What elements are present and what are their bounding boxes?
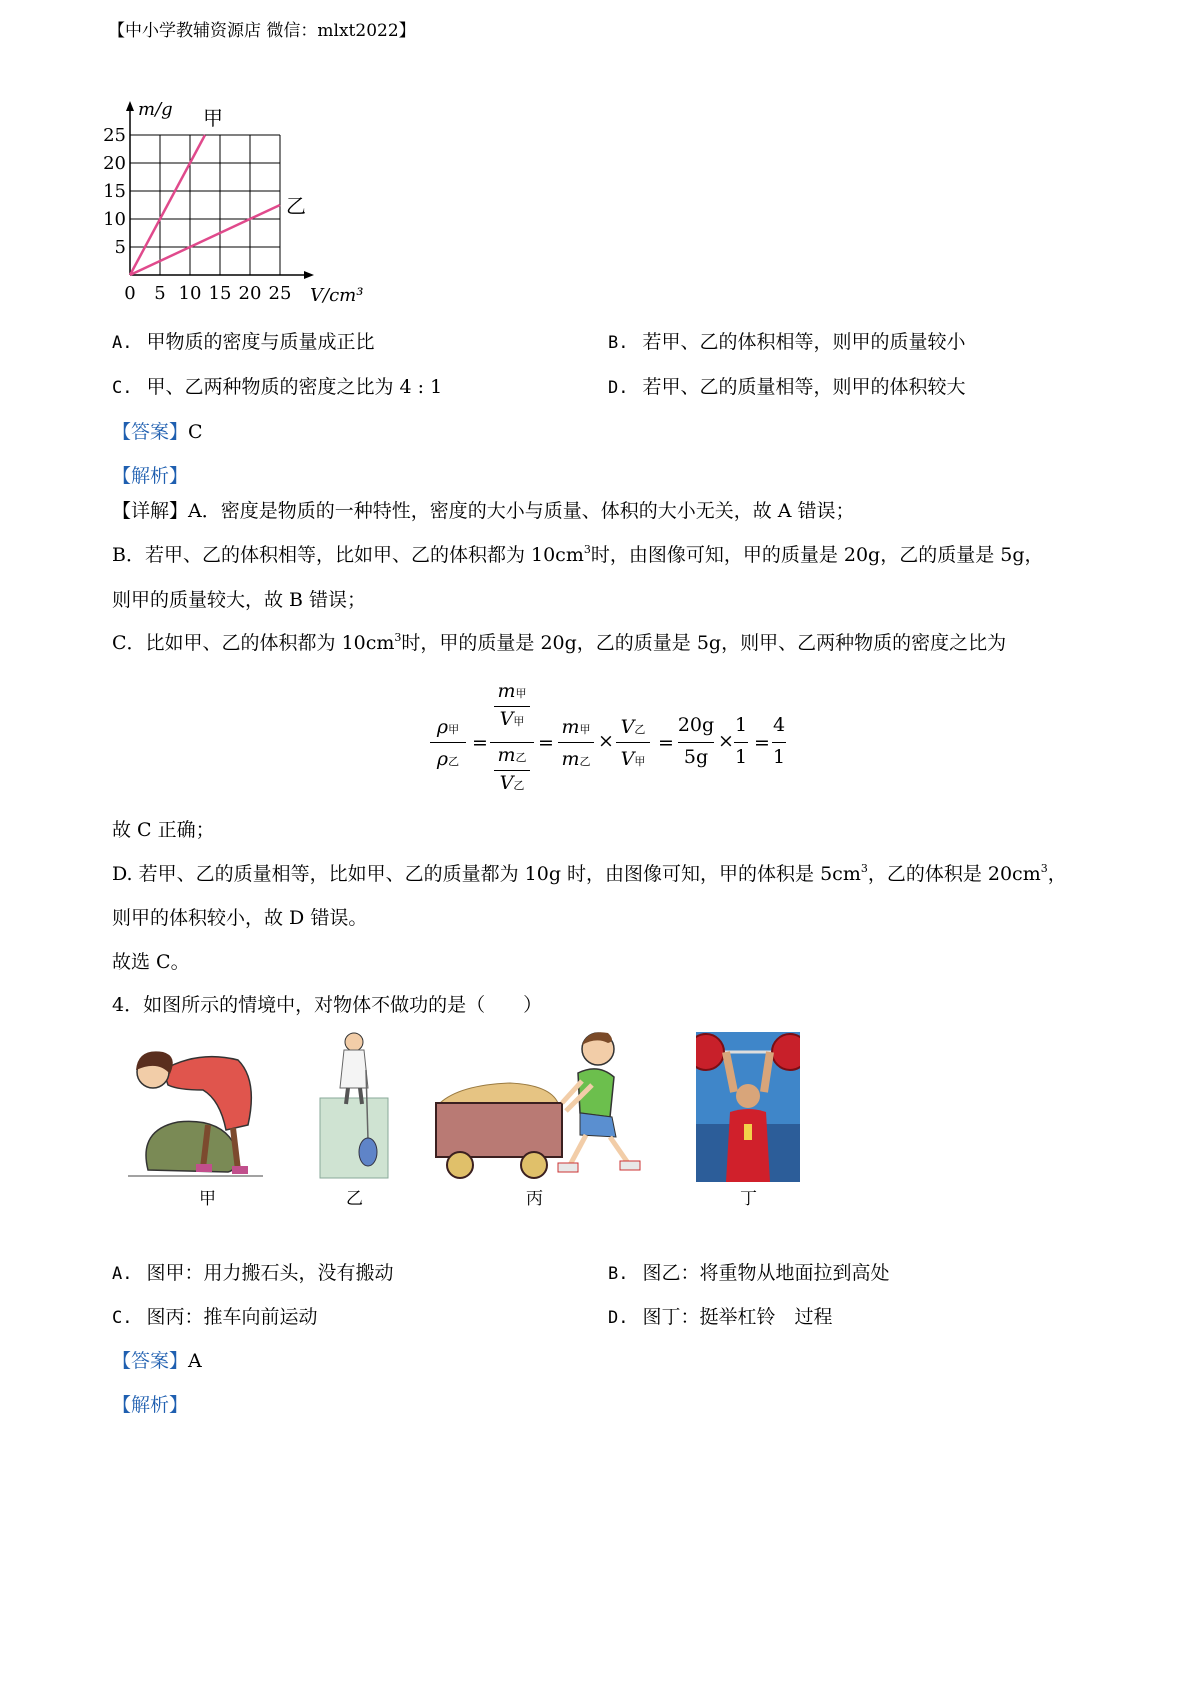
detail-c-text-1: C．比如甲、乙的体积都为 10cm <box>112 632 395 654</box>
cart-wheel <box>447 1152 473 1178</box>
detail-d-line2: 则甲的体积较小，故 D 错误。 <box>112 907 368 929</box>
illustration-jia <box>108 1030 268 1180</box>
volume-symbol: V <box>499 708 514 730</box>
denominator-1: 1 <box>772 746 786 768</box>
option-d-text: 图丁：挺举杠铃 过程 <box>642 1306 833 1328</box>
x-axis-label: V/cm³ <box>310 285 364 306</box>
series-label-yi: 乙 <box>286 194 306 218</box>
man-head <box>345 1033 363 1051</box>
series-line-yi <box>130 205 280 275</box>
weight-bottle <box>359 1138 377 1166</box>
answer-tag: 【答案】 <box>112 1350 189 1372</box>
x-tick-label: 25 <box>268 283 292 304</box>
conclusion: 故选 C。 <box>112 951 190 973</box>
volume-symbol: V <box>620 716 635 738</box>
volume-symbol: V <box>620 748 635 770</box>
option-d-label: D. <box>608 378 629 398</box>
option-a-text: 甲物质的密度与质量成正比 <box>146 331 375 353</box>
cart-wheel <box>521 1152 547 1178</box>
boy-shorts <box>580 1113 616 1137</box>
answer-value: A <box>188 1350 202 1372</box>
girl-shoe <box>196 1164 212 1172</box>
analysis-tag: 【解析】 <box>112 465 189 487</box>
detail-c-line2: 故 C 正确； <box>112 819 215 841</box>
boy-legs <box>570 1135 628 1165</box>
subscript-jia: 甲 <box>513 715 525 728</box>
denominator-5g: 5g <box>683 746 709 768</box>
option-a-text: 图甲：用力搬石头，没有搬动 <box>146 1262 394 1284</box>
y-tick-label: 25 <box>103 125 126 146</box>
q4-option-b <box>608 1258 890 1285</box>
option-b-label: B. <box>608 1264 629 1284</box>
x-tick-label: 20 <box>238 283 262 304</box>
rock-shape <box>146 1121 237 1172</box>
mass-symbol: m <box>497 680 516 702</box>
option-a <box>112 327 375 354</box>
equals-sign: = <box>658 732 674 754</box>
option-d-text: 若甲、乙的质量相等，则甲的体积较大 <box>642 376 966 398</box>
detail-b-line1 <box>112 540 1044 570</box>
series-label-jia: 甲 <box>203 106 223 130</box>
y-axis-label: m/g <box>138 99 173 120</box>
detail-d-text-2: ，乙的体积是 20cm <box>867 863 1041 885</box>
girl-shoe <box>232 1166 248 1174</box>
illustration-bing <box>430 1025 650 1183</box>
volume-symbol: V <box>499 772 514 794</box>
question-4-stem: 4．如图所示的情境中，对物体不做功的是（ ） <box>112 994 543 1016</box>
barbell-plate <box>772 1034 800 1070</box>
equals-sign: = <box>472 732 488 754</box>
option-d <box>608 372 966 399</box>
density-ratio-formula <box>430 680 790 810</box>
x-axis-arrow <box>304 271 314 279</box>
y-tick-label: 15 <box>103 181 126 202</box>
option-c-label: C. <box>112 1308 133 1328</box>
numerator-4: 4 <box>772 714 786 736</box>
mass-symbol: m <box>497 744 516 766</box>
mass-symbol: m <box>561 716 580 738</box>
x-tick-label: 10 <box>178 283 202 304</box>
boy-shoe <box>558 1163 578 1172</box>
detail-d-text-1: D. 若甲、乙的质量相等，比如甲、乙的质量都为 10g 时，由图像可知，甲的体积是 5cm <box>112 863 861 885</box>
option-c-text: 图丙：推车向前运动 <box>146 1306 318 1328</box>
q4-option-a <box>112 1258 394 1285</box>
q4-option-d <box>608 1302 833 1329</box>
detail-a <box>112 496 855 526</box>
option-b-text: 图乙：将重物从地面拉到高处 <box>642 1262 890 1284</box>
cart-body <box>436 1103 562 1157</box>
detail-a-text: A．密度是物质的一种特性，密度的大小与质量、体积的大小无关，故 A 错误； <box>188 500 855 522</box>
density-chart <box>90 95 390 335</box>
detail-b-text-2: 时，由图像可知，甲的质量是 20g，乙的质量是 5g， <box>590 544 1044 566</box>
caption-jia: 甲 <box>199 1189 216 1209</box>
mass-symbol: m <box>561 748 580 770</box>
option-c <box>112 372 442 399</box>
illustration-ding <box>696 1032 800 1182</box>
q4-answer-line <box>112 1346 202 1373</box>
y-axis-arrow <box>126 101 134 111</box>
numerator-1: 1 <box>734 714 748 736</box>
detail-d-text-3: ， <box>1047 863 1067 885</box>
y-tick-label: 20 <box>103 153 126 174</box>
lifter-emblem <box>744 1124 752 1140</box>
option-c-label: C. <box>112 378 133 398</box>
times-sign: × <box>718 730 734 752</box>
denominator-1: 1 <box>734 746 748 768</box>
subscript-yi: 乙 <box>634 723 646 736</box>
subscript-yi: 乙 <box>448 755 460 768</box>
x-tick-label: 5 <box>154 283 166 304</box>
lifter-suit <box>726 1109 770 1182</box>
subscript-jia: 甲 <box>448 723 460 736</box>
y-tick-label: 5 <box>114 237 126 258</box>
option-b-text: 若甲、乙的体积相等，则甲的质量较小 <box>642 331 966 353</box>
lifter-head <box>736 1084 760 1108</box>
series-line-jia <box>130 135 205 275</box>
equals-sign: = <box>754 732 770 754</box>
subscript-jia: 甲 <box>579 723 591 736</box>
detail-b-line2: 则甲的质量较大，故 B 错误； <box>112 589 367 611</box>
cube-sup: 3 <box>583 543 591 556</box>
subscript-yi: 乙 <box>579 755 591 768</box>
numerator-20g: 20g <box>677 714 715 736</box>
rho-symbol: ρ <box>436 748 449 770</box>
page-header: 【中小学教辅资源店 微信：mlxt2022】 <box>108 21 416 41</box>
detail-c-text-2: 时，甲的质量是 20g，乙的质量是 5g，则甲、乙两种物质的密度之比为 <box>401 632 1007 654</box>
option-b <box>608 327 966 354</box>
cube-sup: 3 <box>860 862 868 875</box>
caption-ding: 丁 <box>740 1189 757 1209</box>
subscript-jia: 甲 <box>515 687 527 700</box>
cart-load <box>440 1083 558 1103</box>
answer-tag: 【答案】 <box>112 421 189 443</box>
option-a-label: A. <box>112 333 133 353</box>
q4-analysis-tag: 【解析】 <box>112 1394 189 1416</box>
illustration-yi <box>318 1030 390 1180</box>
caption-yi: 乙 <box>346 1189 363 1209</box>
answer-line <box>112 417 203 444</box>
subscript-jia: 甲 <box>634 755 646 768</box>
x-tick-label: 0 <box>124 283 136 304</box>
y-tick-label: 10 <box>103 209 126 230</box>
detail-b-text-1: B．若甲、乙的体积相等，比如甲、乙的体积都为 10cm <box>112 544 584 566</box>
girl-body <box>163 1057 251 1130</box>
boy-shoe <box>620 1161 640 1170</box>
barbell-plate <box>696 1034 724 1070</box>
cube-sup: 3 <box>394 631 402 644</box>
man-coat <box>340 1050 368 1088</box>
x-tick-label: 15 <box>208 283 232 304</box>
q4-option-c <box>112 1302 318 1329</box>
detail-tag: 【详解】 <box>112 500 189 522</box>
option-b-label: B. <box>608 333 629 353</box>
detail-d-line1 <box>112 859 1067 889</box>
well-background <box>320 1098 388 1178</box>
caption-bing: 丙 <box>526 1189 543 1209</box>
rho-symbol: ρ <box>436 716 449 738</box>
equals-sign: = <box>538 732 554 754</box>
detail-c-line1 <box>112 628 1006 658</box>
option-c-text: 甲、乙两种物质的密度之比为 4 : 1 <box>146 376 443 398</box>
subscript-yi: 乙 <box>515 751 527 764</box>
cube-sup: 3 <box>1040 862 1048 875</box>
subscript-yi: 乙 <box>513 779 525 792</box>
option-a-label: A. <box>112 1264 133 1284</box>
times-sign: × <box>598 730 614 752</box>
answer-value: C <box>188 421 203 443</box>
option-d-label: D. <box>608 1308 629 1328</box>
